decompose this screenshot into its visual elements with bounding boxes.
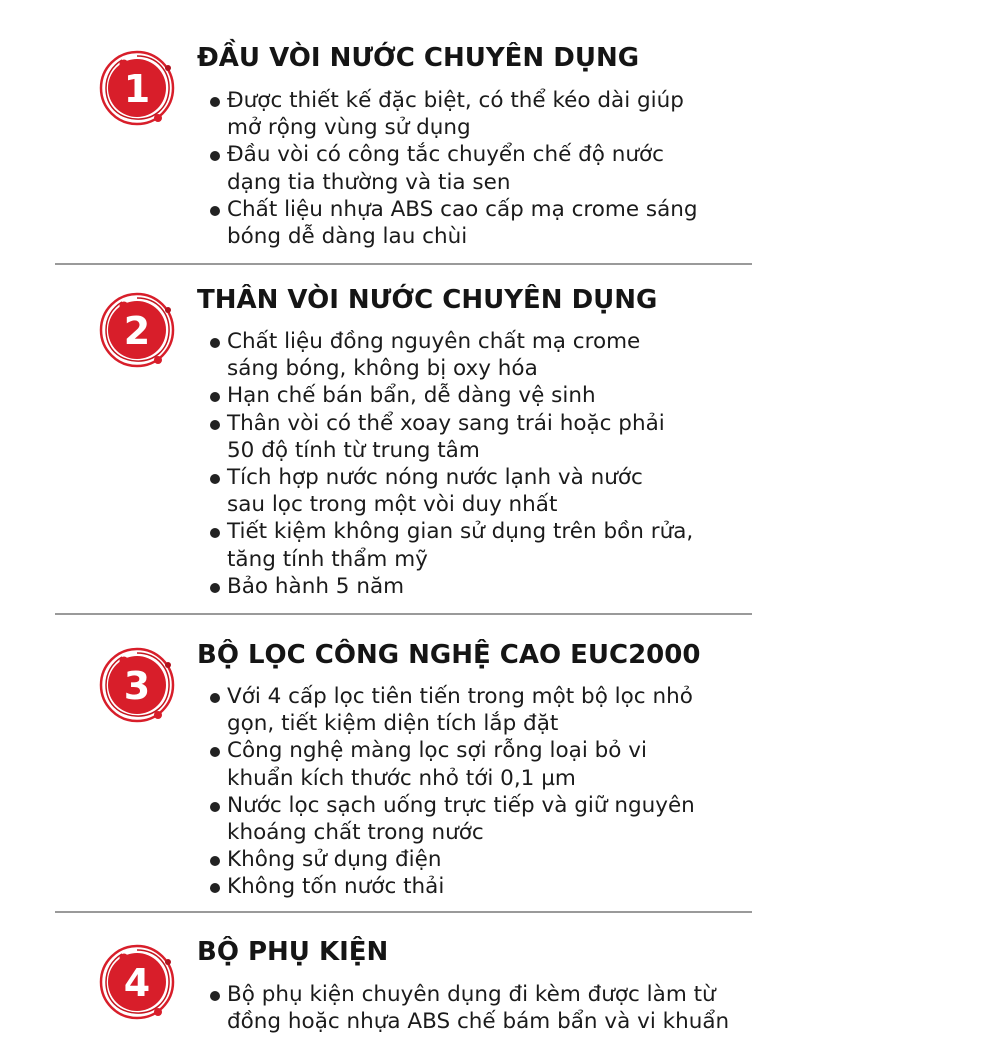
bullet-text: Thân vòi có thể xoay sang trái hoặc phải 50 độ tính từ trung tâm bbox=[227, 410, 665, 463]
number-badge-2-icon bbox=[94, 286, 180, 372]
list-item bbox=[210, 518, 693, 572]
list-item bbox=[210, 981, 729, 1035]
list-item bbox=[210, 464, 693, 518]
number-badge-3-icon bbox=[94, 641, 180, 727]
bullet-text: Tiết kiệm không gian sử dụng trên bồn rửa, tăng tính thẩm mỹ bbox=[227, 519, 694, 572]
list-item bbox=[210, 737, 695, 791]
badge-number: 4 bbox=[123, 961, 151, 1005]
bullet-dot-icon bbox=[210, 338, 220, 348]
bullet-dot-icon bbox=[210, 151, 220, 161]
list-item bbox=[210, 683, 695, 737]
badge-number: 3 bbox=[123, 664, 151, 708]
bullet-text: Nước lọc sạch uống trực tiếp và giữ nguyên khoáng chất trong nước bbox=[227, 792, 695, 846]
bullet-dot-icon bbox=[210, 97, 220, 107]
bullet-dot-icon bbox=[210, 856, 220, 866]
bullet-dot-icon bbox=[210, 802, 220, 812]
list-item bbox=[210, 792, 695, 846]
list-item bbox=[210, 410, 693, 464]
badge-graphic bbox=[94, 938, 180, 1024]
bullet-text: Chất liệu đồng nguyên chất mạ crome sáng bóng, không bị oxy hóa bbox=[227, 329, 641, 382]
bullet-dot-icon bbox=[210, 474, 220, 484]
bullet-dot-icon bbox=[210, 583, 220, 593]
section-divider bbox=[55, 613, 752, 615]
badge-number: 2 bbox=[123, 309, 151, 353]
bullet-dot-icon bbox=[210, 747, 220, 757]
number-badge-1-icon bbox=[94, 44, 180, 130]
bullet-text: Với 4 cấp lọc tiên tiến trong một bộ lọc nhỏ gọn, tiết kiệm diện tích lắp đặt bbox=[227, 684, 693, 737]
bullet-text: Tích hợp nước nóng nước lạnh và nước sau lọc trong một vòi duy nhất bbox=[227, 465, 643, 518]
list-item bbox=[210, 196, 698, 250]
bullet-list bbox=[210, 87, 698, 250]
bullet-dot-icon bbox=[210, 528, 220, 538]
list-item bbox=[210, 846, 695, 873]
bullet-dot-icon bbox=[210, 392, 220, 402]
list-item bbox=[210, 573, 693, 600]
badge-graphic bbox=[94, 286, 180, 372]
badge-number: 1 bbox=[123, 67, 151, 111]
section-divider bbox=[55, 911, 752, 913]
bullet-dot-icon bbox=[210, 991, 220, 1001]
list-item bbox=[210, 873, 695, 900]
badge-graphic bbox=[94, 641, 180, 727]
bullet-text: Đầu vòi có công tắc chuyển chế độ nước dạng tia thường và tia sen bbox=[227, 142, 664, 195]
list-item bbox=[210, 328, 693, 382]
bullet-text: Hạn chế bán bẩn, dễ dàng vệ sinh bbox=[227, 383, 596, 409]
bullet-text: Công nghệ màng lọc sợi rỗng loại bỏ vi khuẩn kích thước nhỏ tới 0,1 µm bbox=[227, 738, 647, 791]
bullet-list bbox=[210, 981, 729, 1035]
section-title: THÂN VÒI NƯỚC CHUYÊN DỤNG bbox=[197, 285, 658, 315]
section-divider bbox=[55, 263, 752, 265]
badge-graphic bbox=[94, 44, 180, 130]
bullet-text: Được thiết kế đặc biệt, có thể kéo dài giúp mở rộng vùng sử dụng bbox=[227, 88, 684, 141]
bullet-dot-icon bbox=[210, 206, 220, 216]
bullet-list bbox=[210, 683, 695, 901]
number-badge-4-icon bbox=[94, 938, 180, 1024]
bullet-text: Không tốn nước thải bbox=[227, 874, 445, 900]
bullet-dot-icon bbox=[210, 693, 220, 703]
bullet-text: Bảo hành 5 năm bbox=[227, 573, 405, 599]
bullet-list bbox=[210, 328, 693, 600]
list-item bbox=[210, 382, 693, 409]
list-item bbox=[210, 87, 698, 141]
section-title: BỘ LỌC CÔNG NGHỆ CAO EUC2000 bbox=[197, 640, 701, 670]
bullet-text: Không sử dụng điện bbox=[227, 847, 442, 873]
bullet-dot-icon bbox=[210, 420, 220, 430]
section-title: BỘ PHỤ KIỆN bbox=[197, 937, 389, 967]
bullet-text: Chất liệu nhựa ABS cao cấp mạ crome sáng bóng dễ dàng lau chùi bbox=[227, 196, 698, 250]
section-title: ĐẦU VÒI NƯỚC CHUYÊN DỤNG bbox=[197, 43, 640, 73]
bullet-dot-icon bbox=[210, 883, 220, 893]
list-item bbox=[210, 141, 698, 195]
bullet-text: Bộ phụ kiện chuyên dụng đi kèm được làm từ đồng hoặc nhựa ABS chế bám bẩn và vi khuẩn bbox=[227, 982, 730, 1035]
